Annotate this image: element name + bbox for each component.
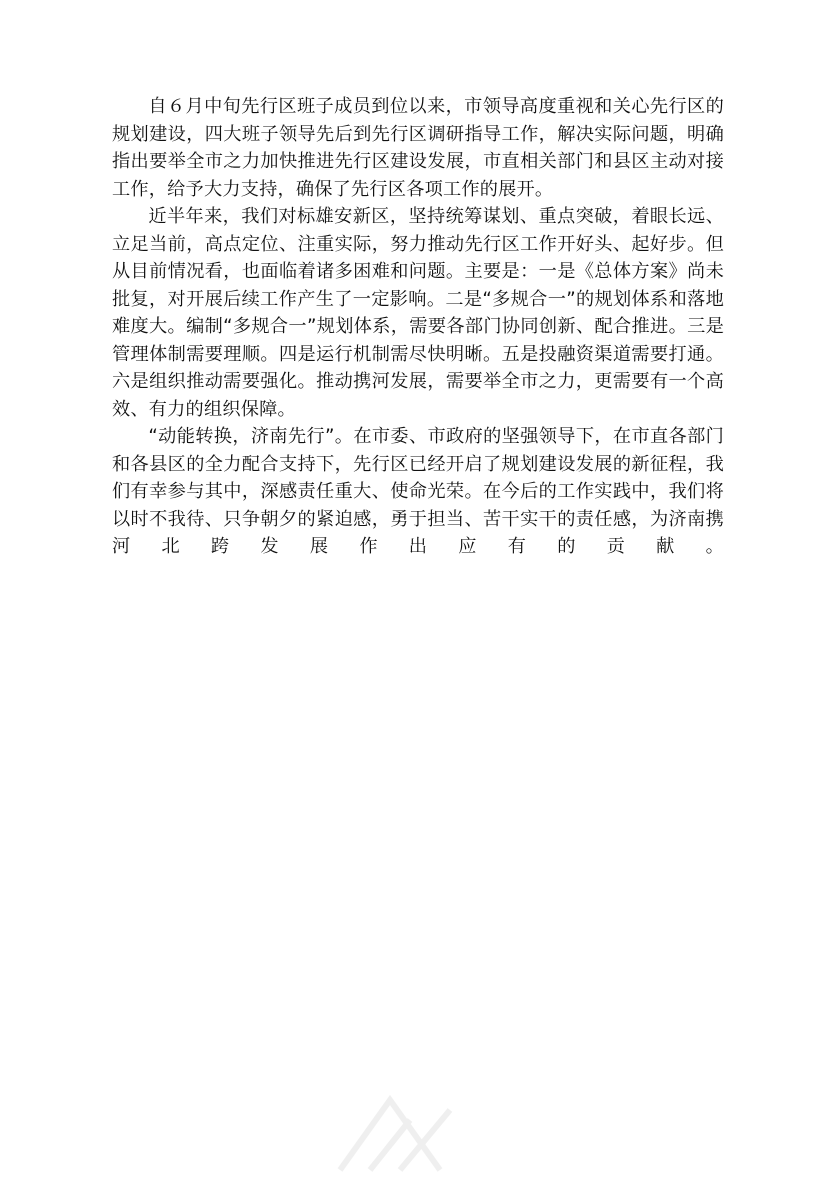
watermark-graphic: [300, 1070, 500, 1180]
paragraph-3: “动能转换，济南先行”。在市委、市政府的坚强领导下，在市直各部门和各县区的全力配合支持下，先行区已经开启了规划建设发展的新征程，我们有幸参与其中，深感责任重大、使命光荣。在今后的工作实践中，我们将以时不我待、只争朝夕的紧迫感，勇于担当、苦干实干的责任感，为济南携河北跨发展作出应有的贡献。: [112, 426, 724, 557]
paragraph-1: 自６月中旬先行区班子成员到位以来，市领导高度重视和关心先行区的规划建设，四大班子领导先后到先行区调研指导工作，解决实际问题，明确指出要举全市之力加快推进先行区建设发展，市直相关部门和县区主动对接工作，给予大力支持，确保了先行区各项工作的展开。: [112, 96, 724, 200]
paragraph-2: 近半年来，我们对标雄安新区，坚持统筹谋划、重点突破，着眼长远、立足当前，高点定位、注重实际，努力推动先行区工作开好头、起好步。但从目前情况看，也面临着诸多困难和问题。主要是：一是《总体方案》尚未批复，对开展后续工作产生了一定影响。二是“多规合一”的规划体系和落地难度大。编制“多规合一”规划体系，需要各部门协同创新、配合推进。三是管理体制需要理顺。四是运行机制需尽快明晰。五是投融资渠道需要打通。六是组织推动需要强化。推动携河发展，需要举全市之力，更需要有一个高效、有力的组织保障。: [112, 206, 724, 420]
document-body: [112, 93, 724, 561]
